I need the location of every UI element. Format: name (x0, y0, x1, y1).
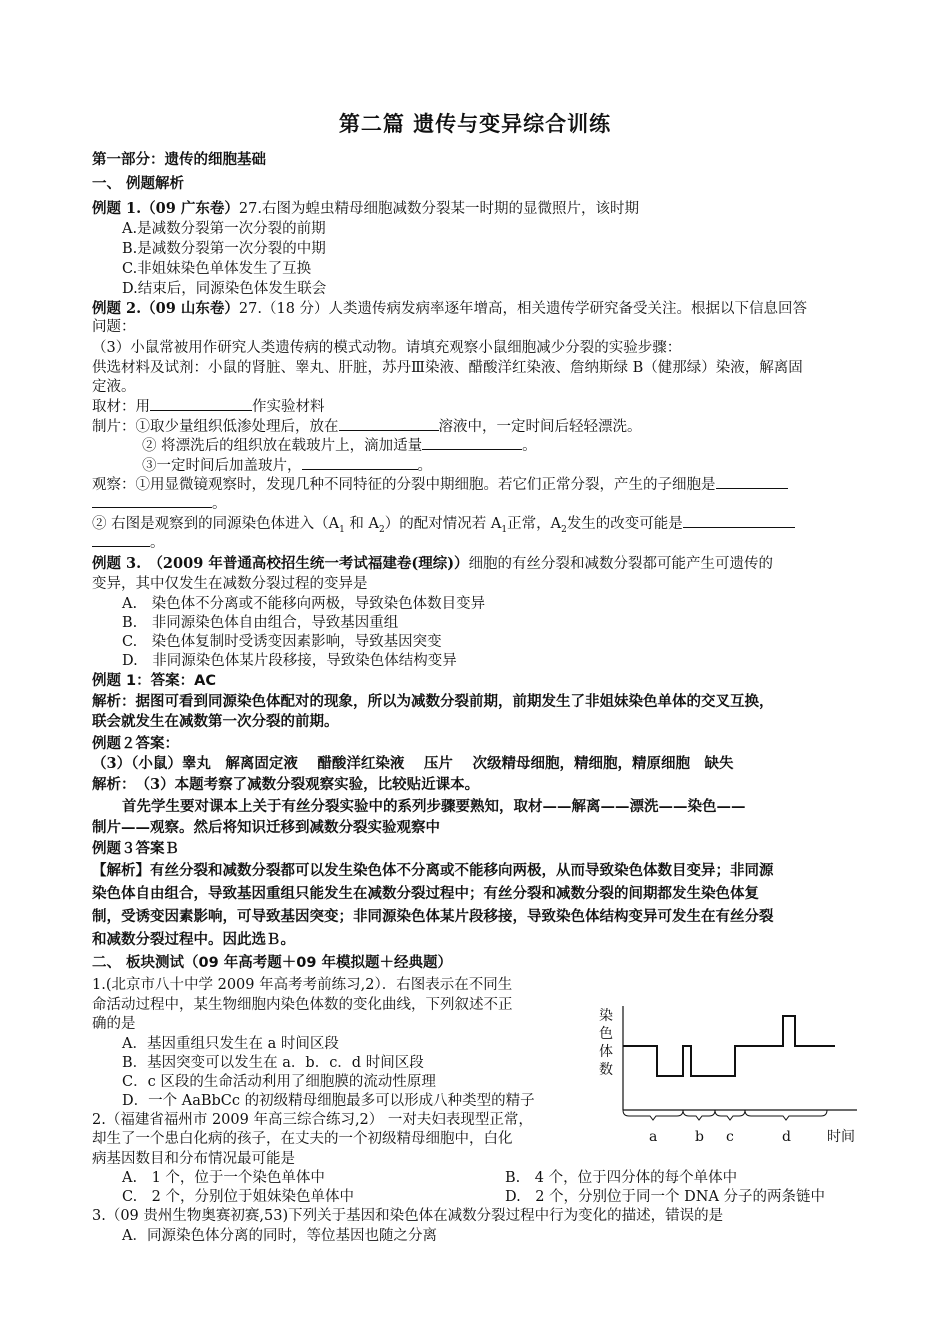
ans2-para-line2: 制片——观察。然后将知识迁移到减数分裂实验观察中 (92, 819, 440, 836)
ex3-stem-line1: 细胞的有丝分裂和减数分裂都可能产生可遗传的 (468, 556, 774, 572)
q3-option-a: A．同源染色体分离的同时，等位基因也随之分离 (122, 1228, 437, 1244)
q2-option-c: C. 2 个，分别位于姐妹染色单体中 (122, 1189, 355, 1205)
chart-interval-brackets (623, 1110, 827, 1120)
ans3-line1 (92, 861, 774, 881)
ex2-sample (92, 396, 325, 417)
ex1-text: 27.右图为蝗虫精母细胞减数分裂某一时期的显微照片，该时期 (238, 201, 639, 217)
ex2-prep2 (142, 435, 537, 456)
ex2-label: 例题 2.（09 山东卷） (92, 300, 239, 317)
ex1-stem (92, 199, 639, 219)
ex2-observe2 (92, 513, 795, 540)
ex2-stem-line2: 问题： (92, 319, 136, 335)
ex2-stem (92, 299, 807, 319)
ex2-observe2-blank-2[interactable] (92, 532, 150, 547)
q1-option-b: B．基因突变可以发生在 a．b．c．d 时间区段 (122, 1055, 424, 1071)
ans3-line3: 制，受诱变因素影响，可导致基因突变；非同源染色体某片段移接，导致染色体结构变异可发生在有丝分裂 (92, 908, 774, 925)
ans1-analysis-label: 解析： (92, 693, 136, 710)
ex2-sample-blank[interactable] (150, 396, 252, 411)
ans3-line4: 和减数分裂过程中。因此选Ｂ。 (92, 931, 295, 948)
ans3-line2: 染色体自由组合，导致基因重组只能发生在减数分裂过程中；有丝分裂和减数分裂的间期都发生染色体复 (92, 885, 759, 902)
chart-xlabel: 时间 (827, 1129, 855, 1145)
q2-option-d: D. 2 个，分别位于同一个 DNA 分子的两条链中 (505, 1189, 826, 1205)
chart-category-label: b (695, 1129, 704, 1145)
ex2-observe2-text-d: 正常，A (507, 516, 562, 532)
q1-line2: 命活动过程中，某生物细胞内染色体数的变化曲线，下列叙述不正 (92, 997, 513, 1013)
q2-line3: 病基因数目和分布情况最可能是 (92, 1151, 295, 1167)
ex3-label: 例题 3. （2009 年普通高校招生统一考试福建卷(理综)） (92, 555, 469, 572)
ex2-observe2-cont (92, 532, 165, 553)
ex2-observe2-end: 。 (150, 535, 165, 551)
ex2-observe-cont (92, 493, 227, 514)
subscript-1: 1 (339, 524, 345, 535)
ex2-observe-end: 。 (212, 496, 227, 512)
ex2-sample-text-end: 作实验材料 (252, 399, 325, 415)
ex2-prep2-text: ② 将漂洗后的组织放在载玻片上，滴加适量 (142, 438, 423, 454)
ans1-label: 例题 1：答案：AC (92, 673, 216, 689)
ex1-option-d: D.结束后，同源染色体发生联会 (122, 281, 327, 297)
section2-heading: 二、 板块测试（09 年高考题＋09 年模拟题＋经典题） (92, 955, 452, 971)
ex2-observe2-text-e: 发生的改变可能是 (566, 516, 683, 532)
q1-line3: 确的是 (92, 1016, 136, 1032)
subscript-2: 2 (379, 524, 385, 535)
ans2-para-line1: 首先学生要对课本上关于有丝分裂实验中的系列步骤要熟知，取材——解离——漂洗——染色—— (122, 798, 746, 815)
q2-line2: 却生了一个患白化病的孩子，在丈夫的一个初级精母细胞中，白化 (92, 1131, 513, 1147)
q1-option-a: A．基因重组只发生在 a 时间区段 (122, 1036, 339, 1052)
ex2-prep3 (142, 455, 432, 476)
ans2-answer: （3）（小鼠）睾丸 解离固定液 醋酸洋红染液 压片 次级精母细胞，精细胞，精原细胞 缺失 (92, 755, 734, 772)
ex2-observe-blank-2[interactable] (92, 493, 212, 508)
q1-line1: 1.(北京市八十中学 2009 年高考考前练习,2）．右图表示在不同生 (92, 977, 513, 993)
q2-option-b: B. 4 个，位于四分体的每个单体中 (505, 1170, 738, 1186)
ans1-analysis-line1: 据图可看到同源染色体配对的现象，所以为减数分裂前期，前期发生了非姐妹染色单体的交叉互换， (135, 693, 774, 710)
part-heading: 第一部分：遗传的细胞基础 (92, 152, 266, 168)
chart-bracket (745, 1110, 827, 1120)
subscript-1b: 1 (501, 524, 508, 535)
ex2-q3: （3）小鼠常被用作研究人类遗传病的模式动物。请填充观察小鼠细胞减少分裂的实验步骤： (92, 340, 682, 356)
chart-category-label: d (782, 1129, 791, 1145)
q2-option-a: A. 1 个，位于一个染色单体中 (122, 1170, 325, 1186)
chromosome-number-curve (623, 1016, 835, 1076)
chart-bracket (683, 1110, 715, 1120)
ans2-label: 例题２答案： (92, 736, 179, 752)
ex2-prep1-text-end: 溶液中，一定时间后轻轻漂洗。 (438, 419, 642, 435)
chart-interval-labels (649, 1129, 791, 1145)
q1-option-c: C．c 区段的生命活动利用了细胞膜的流动性原理 (122, 1074, 436, 1090)
q2-line1: 2.（福建省福州市 2009 年高三综合练习,2） 一对夫妇表现型正常， (92, 1112, 533, 1128)
ex3-stem (92, 554, 773, 574)
ans3-line1-text: 有丝分裂和减数分裂都可以发生染色体不分离或不能移向两极，从而导致染色体数目变异；非同源 (150, 862, 774, 879)
ex2-prep1-text: 制片：①取少量组织低渗处理后，放在 (92, 419, 339, 435)
q1-option-d: D．一个 AaBbCc 的初级精母细胞最多可以形成八种类型的精子 (122, 1093, 535, 1109)
ex3-option-a: A. 染色体不分离或不能移向两极，导致染色体数目变异 (122, 596, 486, 612)
ex3-option-b: B. 非同源染色体自由组合，导致基因重组 (122, 615, 399, 631)
ans1-analysis-line2: 联会就发生在减数第一次分裂的前期。 (92, 713, 339, 730)
ex2-observe2-text-a: ② 右图是观察到的同源染色体进入（A (92, 516, 340, 532)
chart-ylabel-char: 数 (599, 1062, 613, 1078)
chart-ylabel-char: 体 (599, 1044, 613, 1060)
ex2-prep1-blank[interactable] (339, 416, 439, 431)
ex2-sample-text: 取材：用 (92, 399, 150, 415)
ex1-option-c: C.非姐妹染色单体发生了互换 (122, 261, 312, 277)
ex2-prep2-blank[interactable] (422, 435, 522, 450)
ex3-stem-line2: 变异，其中仅发生在减数分裂过程的变异是 (92, 576, 368, 592)
ex2-observe (92, 474, 788, 495)
ex2-materials-line1: 供选材料及试剂：小鼠的肾脏、睾丸、肝脏，苏丹Ⅲ染液、醋酸洋红染液、詹纳斯绿 B（健那绿）染液，解离固 (92, 360, 803, 376)
ans2-analysis-text: （3）本题考察了减数分裂观察实验，比较贴近课本。 (128, 776, 480, 793)
ex3-option-d: D. 非同源染色体某片段移接，导致染色体结构变异 (122, 653, 457, 669)
subscript-2b: 2 (561, 524, 567, 535)
ex2-observe-blank-1[interactable] (716, 474, 788, 489)
ex2-prep3-text-end: 。 (417, 458, 432, 474)
q3-line1: 3.（09 贵州生物奥赛初赛,53)下列关于基因和染色体在减数分裂过程中行为变化的描述，错误的是 (92, 1208, 724, 1224)
page-title: 第二篇 遗传与变异综合训练 (338, 112, 612, 136)
chart-category-label: a (649, 1129, 658, 1145)
ans2-analysis-label: 解析： (92, 776, 129, 793)
ex2-materials-line2: 定液。 (92, 379, 136, 395)
ans3-label: 例题３答案Ｂ (92, 841, 179, 857)
ex3-option-c: C. 染色体复制时受诱变因素影响，导致基因突变 (122, 634, 442, 650)
ex1-option-a: A.是减数分裂第一次分裂的前期 (122, 221, 326, 237)
ex2-prep1 (92, 416, 642, 437)
chart-ylabel (599, 1007, 613, 1078)
ex2-observe2-text-b: 和 A (344, 516, 380, 532)
chart-category-label: c (726, 1129, 734, 1145)
section1-heading: 一、 例题解析 (92, 176, 185, 192)
ans1-analysis (92, 692, 774, 712)
ex2-stem-line1: 27.（18 分）人类遗传病发病率逐年增高，相关遗传学研究备受关注。根据以下信息回答 (238, 301, 808, 317)
chart-ylabel-char: 染 (599, 1008, 613, 1024)
ex2-observe-text: 观察：①用显微镜观察时，发现几种不同特征的分裂中期细胞。若它们正常分裂，产生的子细胞是 (92, 477, 716, 493)
ex2-prep3-blank[interactable] (302, 455, 418, 470)
chromosome-chart (595, 1000, 865, 1150)
ex2-observe2-text-c: ）的配对情况若 A (384, 516, 502, 532)
chart-ylabel-char: 色 (599, 1026, 613, 1042)
chart-bracket (623, 1110, 683, 1120)
ex2-prep2-text-end: 。 (522, 438, 537, 454)
chart-bracket (715, 1110, 745, 1120)
ex1-label: 例题 1.（09 广东卷） (92, 200, 239, 217)
ans3-analysis-label: 【解析】 (92, 862, 150, 879)
ex2-observe2-blank-1[interactable] (683, 513, 795, 528)
ans2-analysis (92, 775, 479, 795)
ex1-option-b: B.是减数分裂第一次分裂的中期 (122, 241, 326, 257)
ex2-prep3-text: ③一定时间后加盖玻片， (142, 458, 302, 474)
